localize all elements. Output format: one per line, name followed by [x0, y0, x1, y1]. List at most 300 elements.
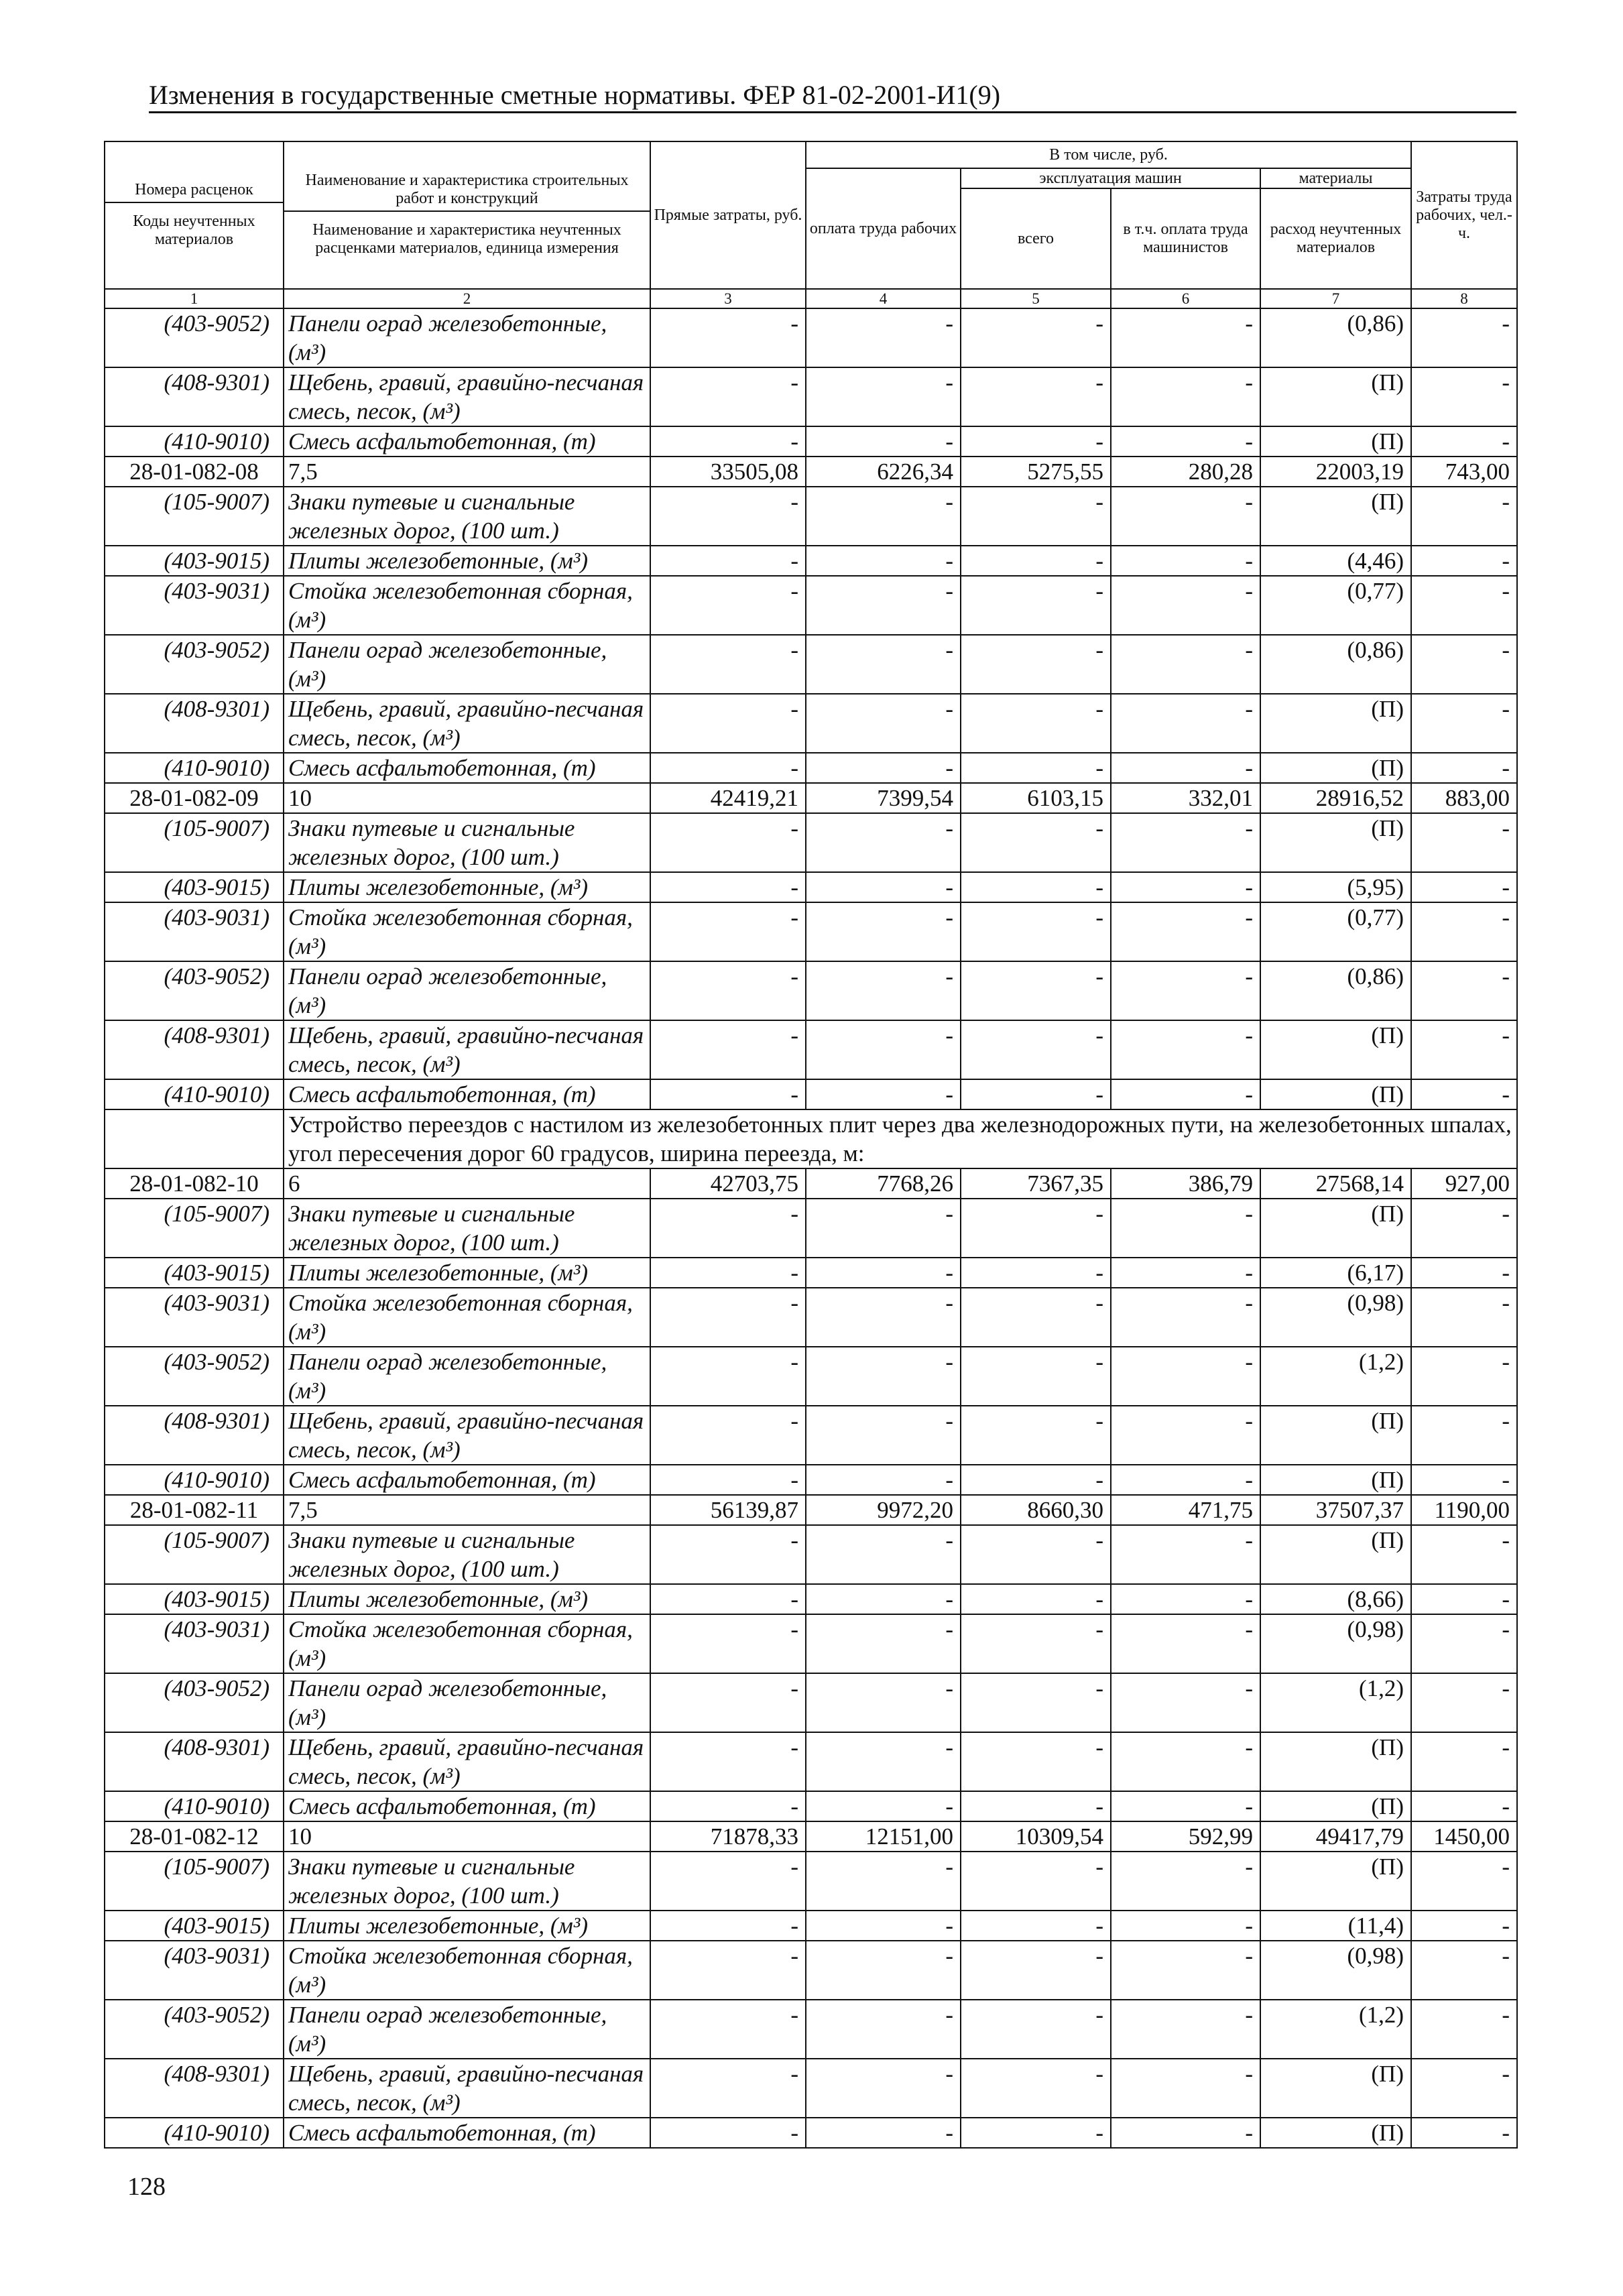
value-cell: -	[1111, 1258, 1260, 1288]
value-cell: -	[650, 1347, 806, 1406]
value-cell: -	[650, 1020, 806, 1079]
value-cell: -	[650, 426, 806, 457]
value-cell: -	[806, 2059, 961, 2118]
rates-table	[104, 141, 1518, 2149]
value-cell: 7399,54	[806, 783, 961, 813]
value-cell: (П)	[1260, 1732, 1411, 1791]
value-cell: -	[650, 2000, 806, 2059]
value-cell: -	[961, 1406, 1111, 1465]
col-number: 4	[806, 289, 961, 308]
value-cell: -	[1111, 961, 1260, 1020]
value-cell: -	[806, 1584, 961, 1614]
material-code: (403-9031)	[105, 1941, 284, 2000]
material-row	[105, 1673, 1517, 1732]
value-cell: -	[806, 1288, 961, 1347]
material-name: Смесь асфальтобетонная, (т)	[284, 1791, 650, 1821]
material-name: Знаки путевые и сигнальные железных дорог, (100 шт.)	[284, 1525, 650, 1584]
value-cell: -	[650, 546, 806, 576]
material-row	[105, 546, 1517, 576]
value-cell: -	[650, 1911, 806, 1941]
value-cell: 1190,00	[1411, 1495, 1517, 1525]
header-col2-top: Наименование и характеристика строительных работ и конструкций	[284, 169, 650, 212]
material-row	[105, 1347, 1517, 1406]
value-cell: (П)	[1260, 694, 1411, 753]
value-cell: -	[1411, 1347, 1517, 1406]
value-cell: -	[1411, 1525, 1517, 1584]
header-col2-bottom: Наименование и характеристика неучтенных расценками материалов, единица измерения	[312, 221, 621, 257]
col-number: 6	[1111, 289, 1260, 308]
material-name: Смесь асфальтобетонная, (т)	[284, 1465, 650, 1495]
value-cell: -	[806, 1347, 961, 1406]
material-name: Знаки путевые и сигнальные железных дорог, (100 шт.)	[284, 813, 650, 872]
value-cell: -	[961, 546, 1111, 576]
material-code: (105-9007)	[105, 487, 284, 546]
value-cell: -	[806, 813, 961, 872]
value-cell: -	[1111, 1525, 1260, 1584]
value-cell: -	[650, 576, 806, 635]
value-cell: -	[1411, 1406, 1517, 1465]
value-cell: -	[650, 1791, 806, 1821]
value-cell: -	[806, 2000, 961, 2059]
header-group-machines: эксплуатация машин	[961, 168, 1260, 188]
material-code: (403-9052)	[105, 1347, 284, 1406]
rate-code: 28-01-082-11	[105, 1495, 284, 1525]
material-name: Панели оград железобетонные, (м³)	[284, 2000, 650, 2059]
value-cell: -	[1111, 1406, 1260, 1465]
value-cell: 56139,87	[650, 1495, 806, 1525]
value-cell: -	[1411, 1584, 1517, 1614]
material-name: Знаки путевые и сигнальные железных дорог, (100 шт.)	[284, 1199, 650, 1258]
value-cell: 9972,20	[806, 1495, 961, 1525]
value-cell: -	[806, 487, 961, 546]
value-cell: (11,4)	[1260, 1911, 1411, 1941]
material-name: Знаки путевые и сигнальные железных дорог, (100 шт.)	[284, 487, 650, 546]
value-cell: (П)	[1260, 1852, 1411, 1911]
value-cell: -	[1111, 813, 1260, 872]
value-cell: -	[1111, 1673, 1260, 1732]
value-cell: -	[1411, 546, 1517, 576]
value-cell: -	[806, 961, 961, 1020]
material-row	[105, 635, 1517, 694]
material-name: Стойка железобетонная сборная, (м³)	[284, 576, 650, 635]
value-cell: -	[961, 426, 1111, 457]
material-code: (410-9010)	[105, 1465, 284, 1495]
value-cell: -	[1411, 1258, 1517, 1288]
material-row	[105, 872, 1517, 902]
value-cell: (8,66)	[1260, 1584, 1411, 1614]
value-cell: -	[1411, 2000, 1517, 2059]
value-cell: -	[1411, 1941, 1517, 2000]
material-name: Стойка железобетонная сборная, (м³)	[284, 902, 650, 961]
col-number: 8	[1411, 289, 1517, 308]
value-cell: 12151,00	[806, 1821, 961, 1852]
value-cell: -	[1411, 1614, 1517, 1673]
value-cell: -	[806, 426, 961, 457]
rate-parameter: 6	[284, 1168, 650, 1199]
value-cell: -	[650, 367, 806, 426]
value-cell: -	[650, 1406, 806, 1465]
material-name: Панели оград железобетонные, (м³)	[284, 308, 650, 367]
material-code: (403-9015)	[105, 1584, 284, 1614]
material-code: (403-9031)	[105, 576, 284, 635]
material-name: Щебень, гравий, гравийно-песчаная смесь, песок, (м³)	[284, 1406, 650, 1465]
value-cell: -	[806, 2118, 961, 2148]
value-cell: 27568,14	[1260, 1168, 1411, 1199]
header-col4: оплата труда рабочих	[806, 168, 961, 289]
value-cell: -	[961, 367, 1111, 426]
material-row	[105, 487, 1517, 546]
header-group-materials: материалы	[1260, 168, 1411, 188]
material-row	[105, 367, 1517, 426]
material-row	[105, 1852, 1517, 1911]
value-cell: -	[806, 1852, 961, 1911]
value-cell: -	[650, 1258, 806, 1288]
value-cell: -	[650, 1079, 806, 1109]
material-row	[105, 1791, 1517, 1821]
col-number: 1	[105, 289, 284, 308]
material-row	[105, 1288, 1517, 1347]
material-name: Плиты железобетонные, (м³)	[284, 1584, 650, 1614]
material-code: (403-9031)	[105, 902, 284, 961]
material-code: (408-9301)	[105, 694, 284, 753]
value-cell: -	[650, 694, 806, 753]
value-cell: -	[1111, 487, 1260, 546]
value-cell: -	[1411, 426, 1517, 457]
material-name: Панели оград железобетонные, (м³)	[284, 635, 650, 694]
value-cell: -	[1411, 1288, 1517, 1347]
material-row	[105, 2118, 1517, 2148]
value-cell: (0,86)	[1260, 308, 1411, 367]
value-cell: -	[961, 1791, 1111, 1821]
value-cell: -	[1411, 902, 1517, 961]
value-cell: 883,00	[1411, 783, 1517, 813]
value-cell: -	[961, 1288, 1111, 1347]
value-cell: -	[806, 902, 961, 961]
value-cell: 471,75	[1111, 1495, 1260, 1525]
value-cell: -	[806, 576, 961, 635]
header-col7: расход неучтенных материалов	[1260, 188, 1411, 289]
material-name: Стойка железобетонная сборная, (м³)	[284, 1941, 650, 2000]
material-code: (403-9052)	[105, 1673, 284, 1732]
material-code: (105-9007)	[105, 1199, 284, 1258]
material-code: (403-9052)	[105, 961, 284, 1020]
material-name: Щебень, гравий, гравийно-песчаная смесь, песок, (м³)	[284, 2059, 650, 2118]
rate-row	[105, 1495, 1517, 1525]
value-cell: -	[650, 2059, 806, 2118]
value-cell: 1450,00	[1411, 1821, 1517, 1852]
value-cell: -	[961, 1911, 1111, 1941]
material-code: (410-9010)	[105, 1791, 284, 1821]
value-cell: -	[650, 635, 806, 694]
value-cell: -	[1411, 1079, 1517, 1109]
value-cell: -	[1111, 1791, 1260, 1821]
value-cell: -	[1111, 1732, 1260, 1791]
rate-parameter: 10	[284, 1821, 650, 1852]
rate-row	[105, 1168, 1517, 1199]
value-cell: -	[961, 1079, 1111, 1109]
material-row	[105, 1941, 1517, 2000]
material-code: (403-9031)	[105, 1614, 284, 1673]
value-cell: (1,2)	[1260, 1673, 1411, 1732]
value-cell: 6103,15	[961, 783, 1111, 813]
value-cell: -	[961, 1941, 1111, 2000]
value-cell: -	[1111, 308, 1260, 367]
rate-row	[105, 457, 1517, 487]
value-cell: -	[1411, 367, 1517, 426]
value-cell: -	[1111, 1852, 1260, 1911]
material-code: (403-9031)	[105, 1288, 284, 1347]
value-cell: -	[1411, 1020, 1517, 1079]
material-name: Стойка железобетонная сборная, (м³)	[284, 1288, 650, 1347]
value-cell: (П)	[1260, 1525, 1411, 1584]
material-name: Щебень, гравий, гравийно-песчаная смесь, песок, (м³)	[284, 367, 650, 426]
value-cell: -	[1411, 961, 1517, 1020]
value-cell: 927,00	[1411, 1168, 1517, 1199]
value-cell: 28916,52	[1260, 783, 1411, 813]
value-cell: -	[1111, 2118, 1260, 2148]
material-row	[105, 694, 1517, 753]
value-cell: -	[650, 1732, 806, 1791]
value-cell: -	[961, 1614, 1111, 1673]
material-name: Щебень, гравий, гравийно-песчаная смесь, песок, (м³)	[284, 694, 650, 753]
value-cell: -	[650, 1852, 806, 1911]
value-cell: -	[1111, 2000, 1260, 2059]
value-cell: (0,98)	[1260, 1614, 1411, 1673]
value-cell: -	[650, 1584, 806, 1614]
material-code: (408-9301)	[105, 2059, 284, 2118]
material-name: Плиты железобетонные, (м³)	[284, 1911, 650, 1941]
value-cell: -	[650, 902, 806, 961]
value-cell: 49417,79	[1260, 1821, 1411, 1852]
value-cell: (П)	[1260, 487, 1411, 546]
material-row	[105, 308, 1517, 367]
value-cell: -	[1111, 1614, 1260, 1673]
value-cell: -	[1411, 2059, 1517, 2118]
rate-code: 28-01-082-09	[105, 783, 284, 813]
value-cell: -	[806, 1199, 961, 1258]
value-cell: (П)	[1260, 753, 1411, 783]
value-cell: -	[1111, 1911, 1260, 1941]
value-cell: -	[961, 872, 1111, 902]
page-title: Изменения в государственные сметные нормативы. ФЕР 81-02-2001-И1(9)	[149, 80, 1001, 110]
material-code: (403-9015)	[105, 872, 284, 902]
material-name: Смесь асфальтобетонная, (т)	[284, 1079, 650, 1109]
material-name: Стойка железобетонная сборная, (м³)	[284, 1614, 650, 1673]
value-cell: (П)	[1260, 426, 1411, 457]
value-cell: -	[961, 1732, 1111, 1791]
rate-parameter: 7,5	[284, 1495, 650, 1525]
value-cell: -	[1411, 1911, 1517, 1941]
value-cell: 592,99	[1111, 1821, 1260, 1852]
material-name: Щебень, гравий, гравийно-песчаная смесь, песок, (м³)	[284, 1020, 650, 1079]
material-name: Знаки путевые и сигнальные железных дорог, (100 шт.)	[284, 1852, 650, 1911]
material-name: Смесь асфальтобетонная, (т)	[284, 426, 650, 457]
value-cell: (1,2)	[1260, 2000, 1411, 2059]
material-row	[105, 1525, 1517, 1584]
header-col1	[105, 141, 284, 289]
value-cell: -	[650, 1673, 806, 1732]
col-number: 7	[1260, 289, 1411, 308]
value-cell: -	[961, 2118, 1111, 2148]
value-cell: -	[1411, 2118, 1517, 2148]
value-cell: -	[806, 546, 961, 576]
material-name: Плиты железобетонные, (м³)	[284, 546, 650, 576]
material-row	[105, 2000, 1517, 2059]
value-cell: -	[1111, 902, 1260, 961]
section-empty-cell	[105, 1109, 284, 1168]
material-name: Плиты железобетонные, (м³)	[284, 1258, 650, 1288]
value-cell: -	[1411, 576, 1517, 635]
header-col6: в т.ч. оплата труда машинистов	[1111, 188, 1260, 289]
value-cell: -	[806, 1791, 961, 1821]
value-cell: -	[961, 1525, 1111, 1584]
value-cell: -	[1111, 753, 1260, 783]
value-cell: -	[961, 635, 1111, 694]
material-code: (105-9007)	[105, 1852, 284, 1911]
material-code: (410-9010)	[105, 1079, 284, 1109]
title-rule	[149, 111, 1516, 113]
value-cell: (4,46)	[1260, 546, 1411, 576]
material-code: (410-9010)	[105, 2118, 284, 2148]
material-row	[105, 1258, 1517, 1288]
value-cell: -	[961, 1199, 1111, 1258]
value-cell: 71878,33	[650, 1821, 806, 1852]
value-cell: (0,86)	[1260, 635, 1411, 694]
material-row	[105, 1020, 1517, 1079]
value-cell: -	[806, 1406, 961, 1465]
value-cell: 7367,35	[961, 1168, 1111, 1199]
material-row	[105, 576, 1517, 635]
material-code: (408-9301)	[105, 367, 284, 426]
value-cell: -	[1111, 1941, 1260, 2000]
value-cell: -	[961, 487, 1111, 546]
value-cell: -	[961, 753, 1111, 783]
value-cell: (1,2)	[1260, 1347, 1411, 1406]
value-cell: -	[961, 902, 1111, 961]
value-cell: (П)	[1260, 2059, 1411, 2118]
value-cell: -	[961, 308, 1111, 367]
value-cell: -	[806, 1614, 961, 1673]
value-cell: -	[1111, 1347, 1260, 1406]
header-group-incl: В том числе, руб.	[806, 141, 1411, 168]
col-number: 2	[284, 289, 650, 308]
section-heading: Устройство переездов с настилом из железобетонных плит через два железнодорожных пути, на железобетонных шпалах, угол пересечения дорог 60 градусов, ширина переезда, м:	[284, 1109, 1517, 1168]
header-col3: Прямые затраты, руб.	[650, 141, 806, 289]
material-code: (408-9301)	[105, 1406, 284, 1465]
value-cell: (П)	[1260, 2118, 1411, 2148]
value-cell: (0,98)	[1260, 1941, 1411, 2000]
value-cell: -	[806, 1079, 961, 1109]
value-cell: 6226,34	[806, 457, 961, 487]
material-row	[105, 961, 1517, 1020]
rate-parameter: 7,5	[284, 457, 650, 487]
value-cell: -	[806, 872, 961, 902]
rate-parameter: 10	[284, 783, 650, 813]
value-cell: -	[806, 753, 961, 783]
value-cell: (5,95)	[1260, 872, 1411, 902]
value-cell: -	[650, 1525, 806, 1584]
value-cell: -	[961, 2000, 1111, 2059]
value-cell: -	[1111, 426, 1260, 457]
material-row	[105, 1911, 1517, 1941]
material-code: (408-9301)	[105, 1020, 284, 1079]
value-cell: -	[961, 1852, 1111, 1911]
value-cell: 743,00	[1411, 457, 1517, 487]
value-cell: -	[1111, 1584, 1260, 1614]
value-cell: -	[961, 1673, 1111, 1732]
material-row	[105, 426, 1517, 457]
value-cell: -	[806, 1673, 961, 1732]
page-number: 128	[127, 2173, 166, 2201]
value-cell: -	[1111, 872, 1260, 902]
value-cell: (0,98)	[1260, 1288, 1411, 1347]
value-cell: -	[961, 2059, 1111, 2118]
value-cell: -	[1411, 487, 1517, 546]
material-code: (410-9010)	[105, 753, 284, 783]
material-code: (105-9007)	[105, 813, 284, 872]
header-col2	[284, 141, 650, 289]
value-cell: -	[1411, 1791, 1517, 1821]
value-cell: 386,79	[1111, 1168, 1260, 1199]
material-row	[105, 2059, 1517, 2118]
value-cell: -	[961, 1347, 1111, 1406]
value-cell: -	[1111, 635, 1260, 694]
value-cell: -	[961, 961, 1111, 1020]
header-col1-top: Номера расценок	[105, 178, 283, 203]
value-cell: -	[650, 872, 806, 902]
table-body	[105, 308, 1517, 2148]
value-cell: -	[961, 1020, 1111, 1079]
material-row	[105, 1614, 1517, 1673]
material-name: Панели оград железобетонные, (м³)	[284, 1347, 650, 1406]
value-cell: -	[650, 961, 806, 1020]
value-cell: (П)	[1260, 1791, 1411, 1821]
value-cell: 37507,37	[1260, 1495, 1411, 1525]
value-cell: -	[961, 576, 1111, 635]
col-number: 5	[961, 289, 1111, 308]
value-cell: -	[1411, 694, 1517, 753]
value-cell: -	[1411, 753, 1517, 783]
value-cell: (П)	[1260, 813, 1411, 872]
header-col8: Затраты труда рабочих, чел.-ч.	[1411, 141, 1517, 289]
value-cell: -	[961, 813, 1111, 872]
value-cell: 7768,26	[806, 1168, 961, 1199]
value-cell: 42703,75	[650, 1168, 806, 1199]
value-cell: -	[961, 694, 1111, 753]
value-cell: -	[650, 1288, 806, 1347]
rate-row	[105, 783, 1517, 813]
material-code: (403-9015)	[105, 1258, 284, 1288]
material-code: (403-9015)	[105, 1911, 284, 1941]
header-col5: всего	[961, 188, 1111, 289]
value-cell: (6,17)	[1260, 1258, 1411, 1288]
material-code: (403-9052)	[105, 308, 284, 367]
value-cell: -	[961, 1258, 1111, 1288]
rate-code: 28-01-082-10	[105, 1168, 284, 1199]
value-cell: -	[806, 694, 961, 753]
value-cell: (0,77)	[1260, 902, 1411, 961]
material-name: Плиты железобетонные, (м³)	[284, 872, 650, 902]
value-cell: 10309,54	[961, 1821, 1111, 1852]
material-code: (408-9301)	[105, 1732, 284, 1791]
material-row	[105, 753, 1517, 783]
value-cell: -	[1111, 1020, 1260, 1079]
material-name: Смесь асфальтобетонная, (т)	[284, 2118, 650, 2148]
value-cell: -	[1411, 308, 1517, 367]
value-cell: 33505,08	[650, 457, 806, 487]
value-cell: -	[1411, 1199, 1517, 1258]
value-cell: -	[1411, 1673, 1517, 1732]
